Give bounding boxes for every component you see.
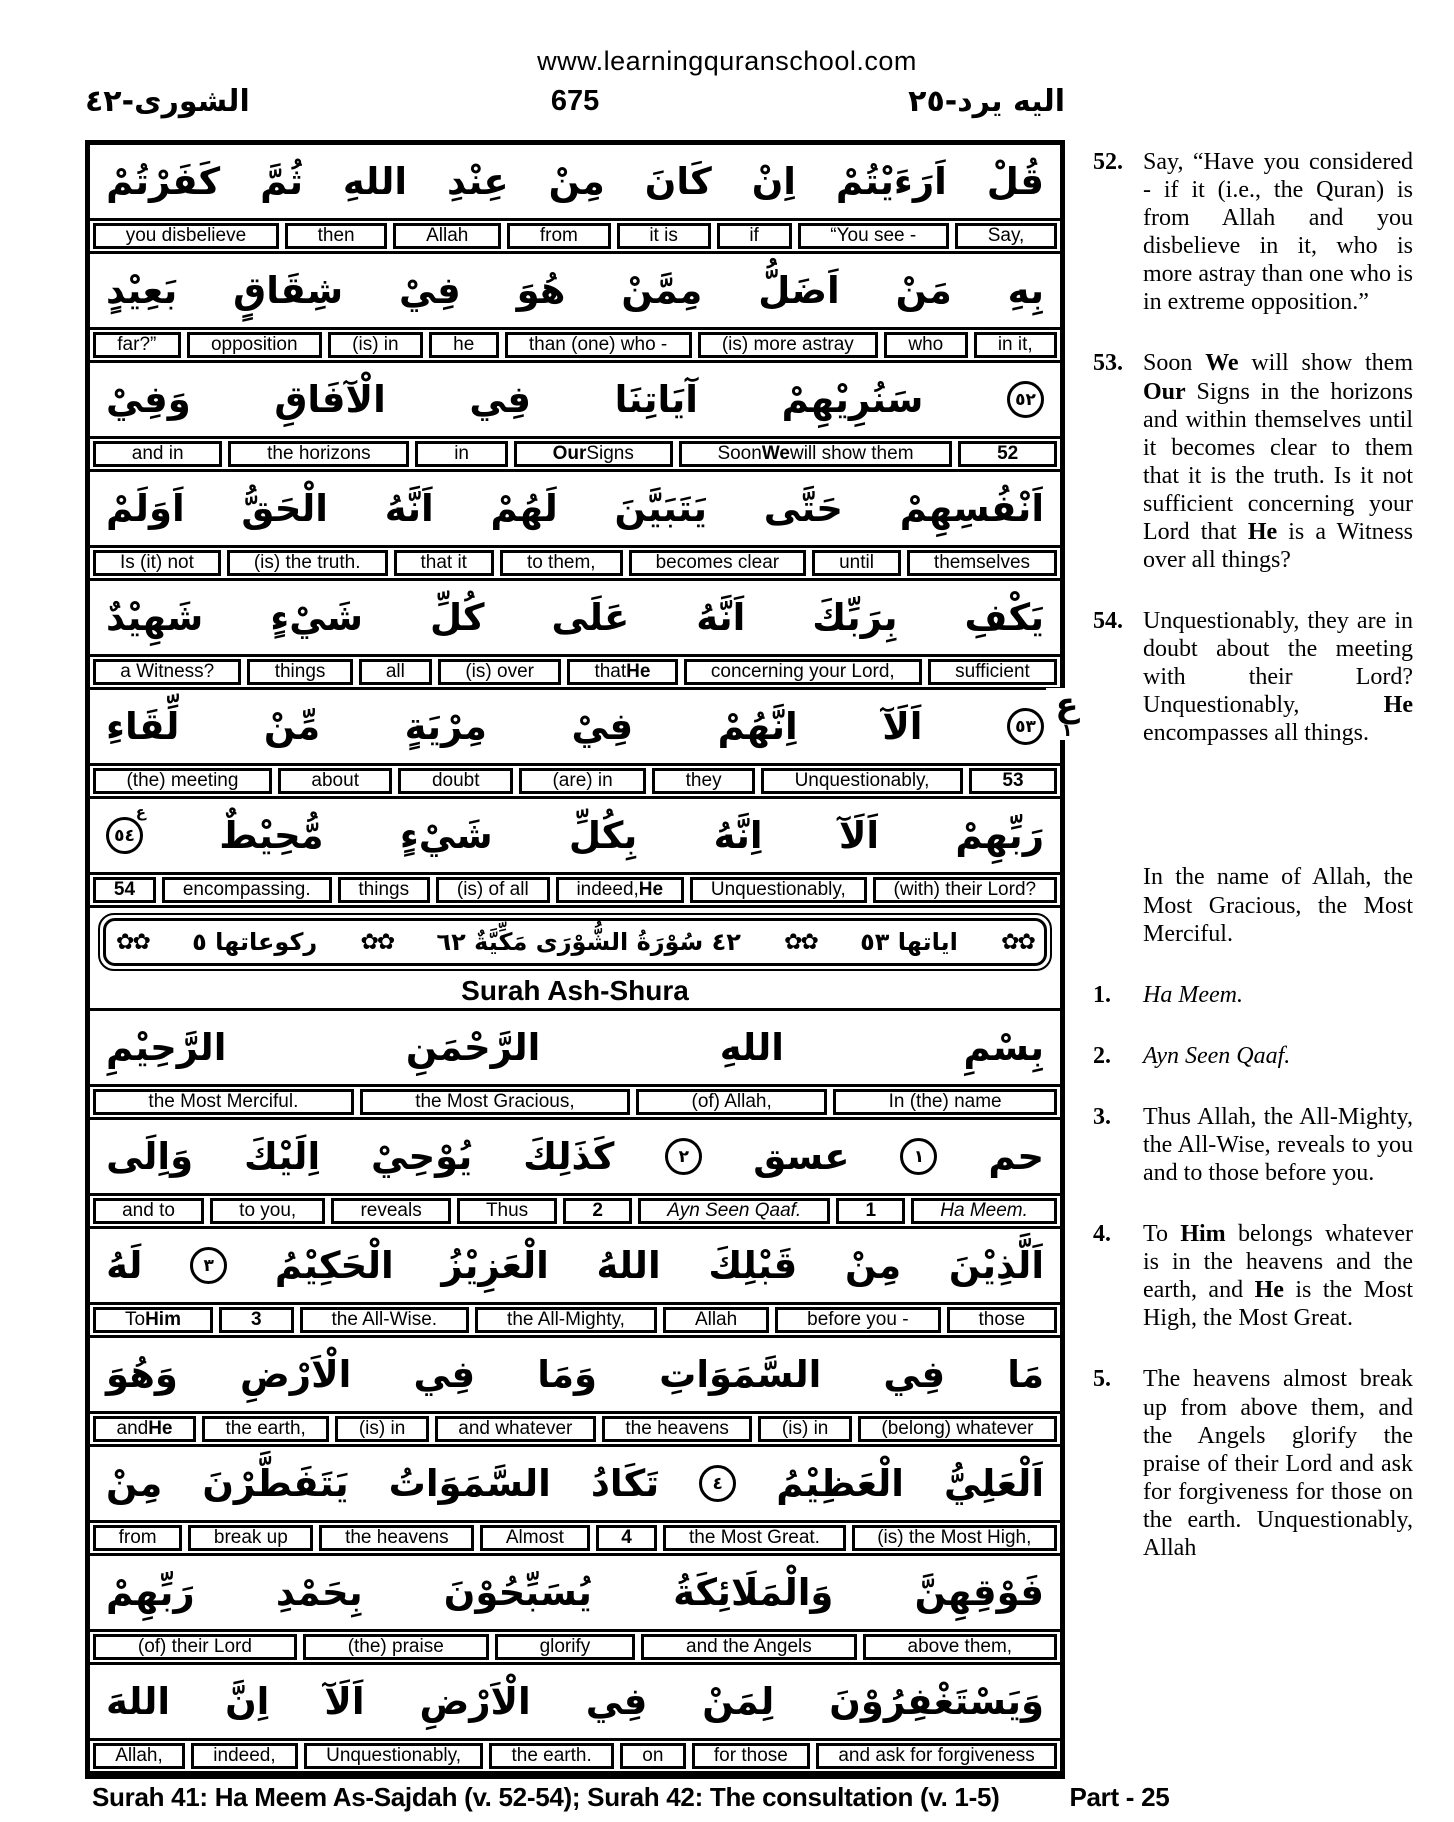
arabic-word: وَيَسْتَغْفِرُوْنَ <box>829 1680 1044 1723</box>
arabic-word: كَفَرْتُمْ <box>106 160 221 203</box>
verse-number: 4. <box>1093 1221 1111 1248</box>
translation-paragraph <box>1093 148 1413 316</box>
word-translation-row <box>90 1302 1060 1338</box>
quran-text-box <box>85 140 1065 1779</box>
verse-text: Ha Meem. <box>1143 981 1243 1008</box>
verse-text: Say, “Have you considered - if it (i.e., the Quran) is from Allah and you disbelieve in it, who is more astray than one who is in extreme opposition.” <box>1143 149 1413 316</box>
arabic-word: اَضَلُّ <box>758 269 840 312</box>
footer-surah-range: Surah 41: Ha Meem As-Sajdah (v. 52-54); Surah 42: The consultation (v. 1-5) <box>92 1782 1000 1812</box>
word-translation-row <box>90 654 1060 690</box>
ruku-margin-marker <box>1046 685 1088 741</box>
word-translation-cell: and whatever <box>435 1416 596 1442</box>
quran-arabic-line <box>90 145 1060 218</box>
arabic-word: كَانَ <box>644 160 712 203</box>
arabic-word: يَتَبَيَّنَ <box>614 487 708 530</box>
word-translation-cell: Unquestionably, <box>761 768 963 794</box>
translation-paragraph <box>1093 607 1413 747</box>
translation-paragraph <box>1093 1042 1413 1070</box>
word-translation-cell: concerning your Lord, <box>684 659 922 685</box>
arabic-word: مَا <box>1007 1353 1044 1396</box>
word-translation-cell: far?” <box>93 332 181 358</box>
word-translation-cell: themselves <box>907 550 1057 576</box>
verse-end-marker: ١ <box>900 1138 937 1175</box>
page-number: 675 <box>550 85 600 117</box>
ruku-number: ١ <box>1061 720 1073 741</box>
word-translation-cell: if <box>717 223 792 249</box>
word-translation-cell: glorify <box>495 1634 635 1660</box>
word-translation-cell: To Him <box>93 1307 213 1333</box>
word-translation-cell: Thus <box>457 1198 557 1224</box>
surah41-rows <box>90 145 1060 908</box>
verse-end-marker: ٤ <box>699 1465 736 1502</box>
arabic-word: فِي <box>413 1353 476 1396</box>
word-translation-cell: encompassing. <box>162 877 332 903</box>
quran-arabic-line <box>90 472 1060 545</box>
word-translation-row <box>90 1520 1060 1556</box>
arabic-word: لَهُمْ <box>490 487 558 530</box>
ruku-ain-glyph: ع <box>1055 685 1079 725</box>
word-translation-row <box>90 872 1060 908</box>
surah-banner-inner <box>103 918 1047 966</box>
arabic-word: سَنُرِيْهِمْ <box>781 378 924 421</box>
word-translation-cell: and to <box>93 1198 204 1224</box>
word-translation-cell: (of) their Lord <box>93 1634 297 1660</box>
verse-end-marker: ٣ <box>190 1247 227 1284</box>
arabic-word: لِمَنْ <box>702 1680 775 1723</box>
word-translation-cell: then <box>285 223 387 249</box>
word-translation-cell: until <box>812 550 901 576</box>
arabic-word: وَالْمَلَائِكَةُ <box>673 1571 834 1614</box>
word-translation-cell: (with) their Lord? <box>873 877 1057 903</box>
arabic-word: وَهُوَ <box>106 1353 178 1396</box>
verse-number: 52. <box>1093 149 1123 175</box>
arabic-word: اَنْفُسِهِمْ <box>899 487 1044 530</box>
banner-surah-name-arabic: ٤٢ سُوْرَةُ الشُّوْرَى مَكِّيَّةٌ ٦٢ <box>436 928 741 956</box>
arabic-word: اَنَّهُ <box>696 596 746 639</box>
word-translation-cell: the earth, <box>202 1416 329 1442</box>
arabic-word: قُلْ <box>986 160 1044 203</box>
arabic-word: وَاِلَى <box>106 1135 194 1178</box>
arabic-word: مِرْيَةٍ <box>404 705 487 748</box>
word-translation-cell: Soon We will show them <box>679 441 953 467</box>
word-translation-cell: Allah <box>663 1307 769 1333</box>
translation-paragraph <box>1093 1220 1413 1332</box>
word-translation-row <box>90 327 1060 363</box>
arabic-word: اللهِ <box>719 1026 784 1069</box>
word-translation-cell: 2 <box>563 1198 632 1224</box>
arabic-word: لَهُ <box>106 1244 143 1287</box>
arabic-word: اِنَّهُمْ <box>717 705 798 748</box>
page-footer <box>92 1782 1432 1813</box>
arabic-word: اَلْعَلِيُّ <box>944 1462 1044 1505</box>
word-translation-cell: (is) of all <box>436 877 550 903</box>
arabic-word: الْعَظِيْمُ <box>776 1462 904 1505</box>
word-translation-cell: the heavens <box>602 1416 753 1442</box>
word-translation-cell: the heavens <box>319 1525 474 1551</box>
arabic-word: اِنْ <box>751 160 796 203</box>
word-translation-cell: the earth. <box>489 1743 614 1769</box>
word-translation-cell: (is) in <box>758 1416 851 1442</box>
word-translation-cell: the Most Gracious, <box>360 1089 630 1115</box>
word-translation-cell: than (one) who - <box>505 332 692 358</box>
word-translation-row <box>90 1411 1060 1447</box>
english-translation-column <box>1093 148 1413 1595</box>
arabic-word: بِهِ <box>1007 269 1044 312</box>
word-translation-cell: things <box>247 659 352 685</box>
word-translation-cell: In (the) name <box>833 1089 1057 1115</box>
translation-paragraph <box>1093 349 1413 574</box>
arabic-word: ثُمَّ <box>260 160 303 203</box>
arabic-word: كُلِّ <box>430 596 485 639</box>
flower-ornament-icon: ✿✿ <box>784 929 817 955</box>
word-translation-cell: it is <box>617 223 711 249</box>
arabic-word: الْاَرْضِ <box>419 1680 531 1723</box>
word-translation-cell: and He <box>93 1416 196 1442</box>
word-translation-cell: 1 <box>836 1198 905 1224</box>
word-translation-cell: he <box>429 332 499 358</box>
arabic-word: يُسَبِّحُوْنَ <box>443 1571 592 1614</box>
word-translation-cell: (belong) whatever <box>858 1416 1057 1442</box>
juz-arabic-label: اليه يرد-٢٥ <box>908 84 1066 119</box>
arabic-word: عِنْدِ <box>446 160 509 203</box>
arabic-word: الْحَكِيْمُ <box>274 1244 394 1287</box>
word-translation-cell: doubt <box>398 768 513 794</box>
word-translation-cell: above them, <box>863 1634 1057 1660</box>
word-translation-cell: 4 <box>596 1525 658 1551</box>
word-translation-cell: 3 <box>219 1307 294 1333</box>
arabic-word: شِقَاقٍ <box>233 269 344 312</box>
verse-number: 5. <box>1093 1366 1111 1393</box>
word-translation-cell: on <box>620 1743 686 1769</box>
arabic-word: اللهِ <box>342 160 408 203</box>
flower-ornament-icon: ✿✿ <box>360 929 394 955</box>
arabic-word: اَوَلَمْ <box>106 487 185 530</box>
word-translation-cell: the Most Merciful. <box>93 1089 354 1115</box>
word-translation-cell: (is) more astray <box>698 332 879 358</box>
word-translation-cell: opposition <box>187 332 322 358</box>
word-translation-cell: (is) the Most High, <box>852 1525 1057 1551</box>
arabic-word: فِي <box>883 1353 946 1396</box>
word-translation-row <box>90 1084 1060 1120</box>
arabic-word: فِيْ <box>399 269 461 312</box>
word-translation-cell: indeed, <box>191 1743 298 1769</box>
word-translation-row <box>90 1629 1060 1665</box>
banner-ruku-count: ركوعاتها ٥ <box>192 928 318 956</box>
verse-end-marker: ٢ <box>665 1138 702 1175</box>
arabic-word: الْاَرْضِ <box>240 1353 352 1396</box>
word-translation-row <box>90 218 1060 254</box>
quran-arabic-line <box>90 1229 1060 1302</box>
arabic-word: رَبِّهِمْ <box>955 814 1044 857</box>
verse-number: 53. <box>1093 350 1123 377</box>
translation-paragraph <box>1093 1103 1413 1187</box>
word-translation-cell: (of) Allah, <box>636 1089 827 1115</box>
arabic-word: اَنَّهُ <box>384 487 434 530</box>
arabic-word: فِي <box>469 378 532 421</box>
quran-arabic-line <box>90 581 1060 654</box>
arabic-word: اِنَّهُ <box>713 814 763 857</box>
word-translation-cell: Unquestionably, <box>304 1743 483 1769</box>
arabic-word: اَلَآ <box>838 814 880 857</box>
arabic-word: شَهِيْدٌ <box>106 596 204 639</box>
word-translation-cell: Unquestionably, <box>690 877 867 903</box>
verse-text: The heavens almost break up from above them, and the Angels glorify the praise of their Lord and ask for forgiveness for those on the earth. Unquestionably, Allah <box>1143 1366 1413 1561</box>
arabic-word: اَلَآ <box>882 705 923 748</box>
verse-text: Unquestionably, they are in doubt about the meeting with their Lord? Unquestionably, He encompasses all things. <box>1143 608 1413 747</box>
arabic-word: شَيْءٍ <box>270 596 364 639</box>
page-meta-row <box>85 84 1065 119</box>
arabic-word: اللهُ <box>596 1244 661 1287</box>
arabic-word: اَلَآ <box>324 1680 365 1723</box>
quran-arabic-line <box>90 1120 1060 1193</box>
word-translation-cell: (the) meeting <box>93 768 272 794</box>
word-translation-cell: (is) in <box>328 332 423 358</box>
verse-number: 2. <box>1093 1042 1111 1069</box>
verse-end-marker: ٥٤ ع <box>106 817 143 854</box>
verse-number: 1. <box>1093 981 1111 1008</box>
word-translation-cell: indeed, He <box>556 877 684 903</box>
surah-ornamental-banner <box>98 913 1052 971</box>
translation-paragraph <box>1093 981 1413 1009</box>
arabic-word: يَكْفِ <box>964 596 1044 639</box>
verse-text: To Him belongs whatever is in the heavens and the earth, and He is the Most High, the Most Great. <box>1143 1221 1413 1332</box>
word-translation-cell: Say, <box>955 223 1057 249</box>
arabic-word: حَتَّى <box>763 487 843 530</box>
website-url: www.learningquranschool.com <box>537 46 917 76</box>
surah-title-english: Surah Ash-Shura <box>90 973 1060 1011</box>
word-translation-row <box>90 545 1060 581</box>
arabic-word: الْآفَاقِ <box>274 378 386 421</box>
word-translation-cell: (is) over <box>438 659 561 685</box>
arabic-word: اِنَّ <box>225 1680 270 1723</box>
arabic-word: شَيْءٍ <box>399 814 493 857</box>
arabic-word: بِحَمْدِ <box>275 1571 363 1614</box>
arabic-word: فِيْ <box>571 705 634 748</box>
word-translation-cell: things <box>338 877 430 903</box>
ruku-ain-glyph: ع <box>135 803 147 821</box>
word-translation-cell: “You see - <box>798 223 949 249</box>
word-translation-cell: Is (it) not <box>93 550 221 576</box>
arabic-word: يُوْحِيْ <box>371 1135 473 1178</box>
word-translation-cell: that it <box>394 550 494 576</box>
word-translation-cell: 52 <box>958 441 1057 467</box>
word-translation-cell: Almost <box>480 1525 589 1551</box>
verse-text: Thus Allah, the All-Mighty, the All-Wise, reveals to you and to those before you. <box>1143 1103 1413 1187</box>
word-translation-cell: the horizons <box>228 441 409 467</box>
word-translation-cell: sufficient <box>928 659 1057 685</box>
quran-arabic-line <box>90 363 1060 436</box>
arabic-word: مِمَّنْ <box>621 269 703 312</box>
arabic-word: مِنْ <box>548 160 605 203</box>
arabic-word: لِّقَاءِ <box>106 705 180 748</box>
word-translation-cell: Ayn Seen Qaaf. <box>638 1198 830 1224</box>
quran-arabic-line <box>90 1556 1060 1629</box>
arabic-word: مُّحِيْطٌ <box>219 814 324 857</box>
word-translation-cell: (the) praise <box>303 1634 489 1660</box>
word-translation-cell: (are) in <box>519 768 646 794</box>
footer-part-number: Part - 25 <box>1069 1782 1170 1812</box>
verse-number: 3. <box>1093 1103 1111 1130</box>
arabic-word: مِنْ <box>844 1244 902 1287</box>
surah-arabic-label: الشورى-٤٢ <box>85 84 250 119</box>
word-translation-cell: who <box>884 332 967 358</box>
verse-end-marker: ٥٣ <box>1007 708 1044 745</box>
word-translation-cell: break up <box>188 1525 313 1551</box>
verse-number: 54. <box>1093 608 1123 635</box>
word-translation-cell: Our Signs <box>514 441 673 467</box>
arabic-word: رَبِّهِمْ <box>106 1571 195 1614</box>
word-translation-row <box>90 1738 1060 1774</box>
word-translation-cell: to you, <box>210 1198 325 1224</box>
arabic-word: اِلَيْكَ <box>244 1135 321 1178</box>
quran-arabic-line <box>90 1338 1060 1411</box>
word-translation-row <box>90 1193 1060 1229</box>
quran-arabic-line <box>90 254 1060 327</box>
arabic-word: مِنْ <box>106 1462 163 1505</box>
word-translation-cell: that He <box>567 659 677 685</box>
quran-arabic-line <box>90 1011 1060 1084</box>
arabic-word: قَبْلِكَ <box>708 1244 798 1287</box>
arabic-word: الْعَزِيْزُ <box>441 1244 549 1287</box>
arabic-word: السَّمَوَاتُ <box>388 1462 551 1505</box>
arabic-word: وَفِيْ <box>106 378 191 421</box>
word-translation-cell: and in <box>93 441 222 467</box>
arabic-word: عَلَى <box>551 596 630 639</box>
arabic-word: مَنْ <box>895 269 952 312</box>
arabic-word: الْحَقُّ <box>241 487 328 530</box>
arabic-word: آيَاتِنَا <box>614 378 698 421</box>
banner-ayat-count: اياتها ٥٣ <box>860 928 958 956</box>
word-translation-cell: in it, <box>974 332 1057 358</box>
word-translation-cell: the All-Wise. <box>300 1307 470 1333</box>
flower-ornament-icon: ✿✿ <box>1001 929 1034 955</box>
arabic-word: اَرَءَيْتُمْ <box>835 160 947 203</box>
arabic-word: تَكَادُ <box>590 1462 660 1505</box>
surah42-rows <box>90 1011 1060 1774</box>
word-translation-cell: a Witness? <box>93 659 241 685</box>
arabic-word: فِي <box>585 1680 648 1723</box>
arabic-word: مِّنْ <box>263 705 321 748</box>
arabic-word: فَوْقِهِنَّ <box>914 1571 1044 1614</box>
arabic-word: السَّمَوَاتِ <box>659 1353 822 1396</box>
verse-text: Ayn Seen Qaaf. <box>1143 1042 1291 1069</box>
word-translation-cell: you disbelieve <box>93 223 279 249</box>
arabic-word: بِرَبِّكَ <box>812 596 898 639</box>
word-translation-cell: becomes clear <box>629 550 807 576</box>
word-translation-cell: the Most Great. <box>663 1525 845 1551</box>
arabic-word: وَمَا <box>537 1353 598 1396</box>
arabic-word: حم <box>988 1135 1044 1178</box>
translation-paragraph <box>1093 863 1413 947</box>
verse-text: Soon We will show them Our Signs in the horizons and within themselves until it becomes clear to them that it is the truth. Is it not sufficient concerning your Lord that He is a Witness over all things? <box>1143 350 1414 574</box>
word-translation-cell: Allah <box>393 223 501 249</box>
arabic-word: بَعِيْدٍ <box>106 269 178 312</box>
translation-paragraph <box>1093 1365 1413 1562</box>
arabic-word: هُوَ <box>516 269 566 312</box>
quran-arabic-line <box>90 1447 1060 1520</box>
arabic-word: كَذَلِكَ <box>523 1135 615 1178</box>
word-translation-cell: and ask for forgiveness <box>816 1743 1057 1769</box>
word-translation-cell: Ha Meem. <box>911 1198 1057 1224</box>
word-translation-row <box>90 436 1060 472</box>
word-translation-cell: before you - <box>775 1307 940 1333</box>
word-translation-row <box>90 763 1060 799</box>
word-translation-cell: the All-Mighty, <box>475 1307 657 1333</box>
flower-ornament-icon: ✿✿ <box>116 929 149 955</box>
arabic-word: يَتَفَطَّرْنَ <box>202 1462 349 1505</box>
word-translation-cell: in <box>415 441 507 467</box>
word-translation-cell: reveals <box>331 1198 450 1224</box>
verse-number <box>1093 863 1143 947</box>
arabic-word: الرَّحِيْمِ <box>106 1026 227 1069</box>
arabic-word: اَلَّذِيْنَ <box>948 1244 1044 1287</box>
arabic-word: بِسْمِ <box>963 1026 1044 1069</box>
word-translation-cell: 53 <box>969 768 1057 794</box>
word-translation-cell: to them, <box>500 550 623 576</box>
arabic-word: الرَّحْمَنِ <box>405 1026 541 1069</box>
word-translation-cell: from <box>93 1525 182 1551</box>
word-translation-cell: from <box>507 223 610 249</box>
word-translation-cell: 54 <box>93 877 156 903</box>
quran-arabic-line <box>90 1665 1060 1738</box>
word-translation-cell: (is) in <box>335 1416 428 1442</box>
word-translation-cell: they <box>652 768 755 794</box>
arabic-word: اللهَ <box>106 1680 171 1723</box>
arabic-word: عسق <box>753 1135 850 1178</box>
verse-text: In the name of Allah, the Most Gracious, the Most Merciful. <box>1143 864 1413 947</box>
arabic-word: بِكُلِّ <box>568 814 638 857</box>
word-translation-cell: (is) the truth. <box>227 550 388 576</box>
word-translation-cell: about <box>278 768 393 794</box>
word-translation-cell: Allah, <box>93 1743 185 1769</box>
word-translation-cell: for those <box>692 1743 810 1769</box>
quran-arabic-line <box>90 799 1060 872</box>
word-translation-cell: and the Angels <box>641 1634 856 1660</box>
quran-arabic-line <box>90 690 1060 763</box>
verse-end-marker: ٥٢ <box>1007 381 1044 418</box>
word-translation-cell: all <box>359 659 432 685</box>
word-translation-cell: those <box>947 1307 1057 1333</box>
